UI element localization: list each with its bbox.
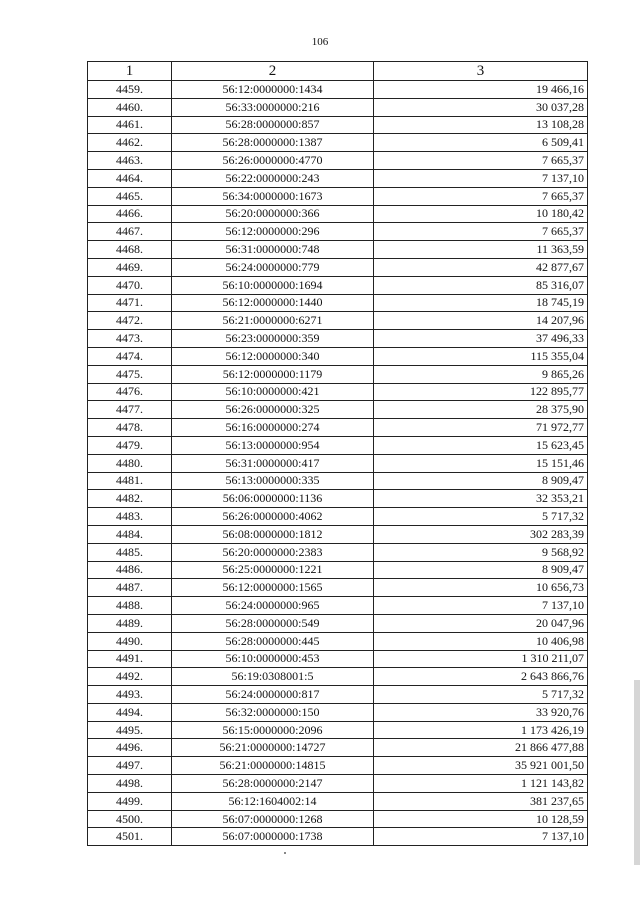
amount-cell: 15 151,46 [374,454,588,472]
row-number-cell: 4493. [88,686,172,704]
amount-cell: 37 496,33 [374,330,588,348]
row-number-cell: 4488. [88,597,172,615]
table-row [88,614,588,632]
table-row [88,597,588,615]
table-row [88,241,588,259]
amount-cell: 7 665,37 [374,152,588,170]
row-number-cell: 4471. [88,294,172,312]
cadastral-number-cell: 56:28:0000000:2147 [172,775,374,793]
amount-cell: 122 895,77 [374,383,588,401]
cadastral-number-cell: 56:26:0000000:4770 [172,152,374,170]
cadastral-number-cell: 56:12:0000000:1179 [172,365,374,383]
row-number-cell: 4484. [88,525,172,543]
amount-cell: 1 310 211,07 [374,650,588,668]
amount-cell: 32 353,21 [374,490,588,508]
cadastral-number-cell: 56:20:0000000:2383 [172,543,374,561]
amount-cell: 1 121 143,82 [374,775,588,793]
page-number: 106 [311,36,329,48]
table-row [88,775,588,793]
table-row [88,365,588,383]
row-number-cell: 4492. [88,668,172,686]
amount-cell: 381 237,65 [374,792,588,810]
amount-cell: 21 866 477,88 [374,739,588,757]
cadastral-number-cell: 56:26:0000000:325 [172,401,374,419]
row-number-cell: 4477. [88,401,172,419]
amount-cell: 1 173 426,19 [374,721,588,739]
row-number-cell: 4467. [88,223,172,241]
cadastral-number-cell: 56:33:0000000:216 [172,98,374,116]
scan-dot [284,852,286,854]
amount-cell: 8 909,47 [374,561,588,579]
cadastral-number-cell: 56:12:0000000:1565 [172,579,374,597]
row-number-cell: 4479. [88,436,172,454]
cadastral-number-cell: 56:10:0000000:1694 [172,276,374,294]
amount-cell: 85 316,07 [374,276,588,294]
table-row [88,116,588,134]
table-row [88,686,588,704]
cadastral-number-cell: 56:12:1604002:14 [172,792,374,810]
cadastral-number-cell: 56:16:0000000:274 [172,419,374,437]
row-number-cell: 4465. [88,187,172,205]
cadastral-number-cell: 56:21:0000000:14727 [172,739,374,757]
cadastral-number-cell: 56:25:0000000:1221 [172,561,374,579]
cadastral-number-cell: 56:22:0000000:243 [172,169,374,187]
table-row [88,739,588,757]
table-row [88,543,588,561]
cadastral-number-cell: 56:10:0000000:421 [172,383,374,401]
table-row [88,436,588,454]
row-number-cell: 4480. [88,454,172,472]
row-number-cell: 4464. [88,169,172,187]
table-row [88,383,588,401]
table-row [88,258,588,276]
table-row [88,721,588,739]
cadastral-number-cell: 56:12:0000000:1440 [172,294,374,312]
amount-cell: 35 921 001,50 [374,757,588,775]
cadastral-number-cell: 56:31:0000000:748 [172,241,374,259]
row-number-cell: 4489. [88,614,172,632]
table-row [88,454,588,472]
row-number-cell: 4500. [88,810,172,828]
row-number-cell: 4461. [88,116,172,134]
table-row [88,276,588,294]
table-row [88,152,588,170]
cadastral-number-cell: 56:20:0000000:366 [172,205,374,223]
row-number-cell: 4501. [88,828,172,846]
cadastral-number-cell: 56:06:0000000:1136 [172,490,374,508]
row-number-cell: 4478. [88,419,172,437]
amount-cell: 5 717,32 [374,686,588,704]
table-header-row [88,62,588,81]
row-number-cell: 4495. [88,721,172,739]
amount-cell: 10 406,98 [374,632,588,650]
amount-cell: 302 283,39 [374,525,588,543]
row-number-cell: 4494. [88,703,172,721]
row-number-cell: 4486. [88,561,172,579]
amount-cell: 10 656,73 [374,579,588,597]
column-header-3: 3 [374,62,588,81]
scan-edge-mark [634,680,640,865]
table-row [88,757,588,775]
data-table [87,61,588,846]
amount-cell: 30 037,28 [374,98,588,116]
amount-cell: 7 137,10 [374,828,588,846]
table-row [88,294,588,312]
cadastral-number-cell: 56:28:0000000:1387 [172,134,374,152]
amount-cell: 7 137,10 [374,597,588,615]
cadastral-number-cell: 56:32:0000000:150 [172,703,374,721]
column-header-2: 2 [172,62,374,81]
table-row [88,98,588,116]
row-number-cell: 4491. [88,650,172,668]
table-body [88,81,588,846]
table-row [88,525,588,543]
amount-cell: 5 717,32 [374,508,588,526]
row-number-cell: 4459. [88,81,172,99]
cadastral-number-cell: 56:12:0000000:1434 [172,81,374,99]
cadastral-number-cell: 56:12:0000000:340 [172,347,374,365]
cadastral-number-cell: 56:24:0000000:965 [172,597,374,615]
table-row [88,472,588,490]
row-number-cell: 4466. [88,205,172,223]
row-number-cell: 4483. [88,508,172,526]
table-row [88,632,588,650]
row-number-cell: 4468. [88,241,172,259]
table-row [88,828,588,846]
table-row [88,703,588,721]
cadastral-number-cell: 56:21:0000000:6271 [172,312,374,330]
table-row [88,205,588,223]
amount-cell: 28 375,90 [374,401,588,419]
cadastral-number-cell: 56:28:0000000:549 [172,614,374,632]
row-number-cell: 4473. [88,330,172,348]
cadastral-number-cell: 56:07:0000000:1738 [172,828,374,846]
amount-cell: 9 568,92 [374,543,588,561]
cadastral-number-cell: 56:28:0000000:857 [172,116,374,134]
table-row [88,650,588,668]
row-number-cell: 4476. [88,383,172,401]
amount-cell: 10 180,42 [374,205,588,223]
row-number-cell: 4498. [88,775,172,793]
cadastral-number-cell: 56:26:0000000:4062 [172,508,374,526]
amount-cell: 7 137,10 [374,169,588,187]
cadastral-number-cell: 56:19:0308001:5 [172,668,374,686]
cadastral-number-cell: 56:31:0000000:417 [172,454,374,472]
amount-cell: 18 745,19 [374,294,588,312]
column-header-1: 1 [88,62,172,81]
amount-cell: 115 355,04 [374,347,588,365]
row-number-cell: 4462. [88,134,172,152]
cadastral-number-cell: 56:13:0000000:954 [172,436,374,454]
row-number-cell: 4469. [88,258,172,276]
row-number-cell: 4481. [88,472,172,490]
row-number-cell: 4485. [88,543,172,561]
cadastral-number-cell: 56:21:0000000:14815 [172,757,374,775]
table-row [88,490,588,508]
table-row [88,312,588,330]
row-number-cell: 4463. [88,152,172,170]
amount-cell: 42 877,67 [374,258,588,276]
cadastral-number-cell: 56:24:0000000:817 [172,686,374,704]
table-row [88,330,588,348]
cadastral-number-cell: 56:08:0000000:1812 [172,525,374,543]
table-row [88,810,588,828]
amount-cell: 9 865,26 [374,365,588,383]
table-row [88,401,588,419]
amount-cell: 71 972,77 [374,419,588,437]
table-row [88,134,588,152]
row-number-cell: 4499. [88,792,172,810]
amount-cell: 6 509,41 [374,134,588,152]
row-number-cell: 4482. [88,490,172,508]
amount-cell: 7 665,37 [374,187,588,205]
amount-cell: 13 108,28 [374,116,588,134]
cadastral-number-cell: 56:07:0000000:1268 [172,810,374,828]
row-number-cell: 4472. [88,312,172,330]
amount-cell: 15 623,45 [374,436,588,454]
row-number-cell: 4490. [88,632,172,650]
table-row [88,561,588,579]
cadastral-number-cell: 56:24:0000000:779 [172,258,374,276]
amount-cell: 19 466,16 [374,81,588,99]
table-row [88,419,588,437]
table-row [88,223,588,241]
table-row [88,508,588,526]
table-row [88,187,588,205]
amount-cell: 33 920,76 [374,703,588,721]
row-number-cell: 4475. [88,365,172,383]
amount-cell: 2 643 866,76 [374,668,588,686]
row-number-cell: 4497. [88,757,172,775]
cadastral-number-cell: 56:28:0000000:445 [172,632,374,650]
cadastral-number-cell: 56:12:0000000:296 [172,223,374,241]
amount-cell: 7 665,37 [374,223,588,241]
cadastral-number-cell: 56:23:0000000:359 [172,330,374,348]
table-row [88,347,588,365]
row-number-cell: 4487. [88,579,172,597]
table-row [88,579,588,597]
row-number-cell: 4460. [88,98,172,116]
amount-cell: 20 047,96 [374,614,588,632]
table-row [88,81,588,99]
cadastral-number-cell: 56:13:0000000:335 [172,472,374,490]
cadastral-number-cell: 56:10:0000000:453 [172,650,374,668]
amount-cell: 10 128,59 [374,810,588,828]
row-number-cell: 4474. [88,347,172,365]
amount-cell: 14 207,96 [374,312,588,330]
amount-cell: 8 909,47 [374,472,588,490]
table-row [88,169,588,187]
table-row [88,668,588,686]
amount-cell: 11 363,59 [374,241,588,259]
row-number-cell: 4496. [88,739,172,757]
table-row [88,792,588,810]
row-number-cell: 4470. [88,276,172,294]
cadastral-number-cell: 56:34:0000000:1673 [172,187,374,205]
cadastral-number-cell: 56:15:0000000:2096 [172,721,374,739]
